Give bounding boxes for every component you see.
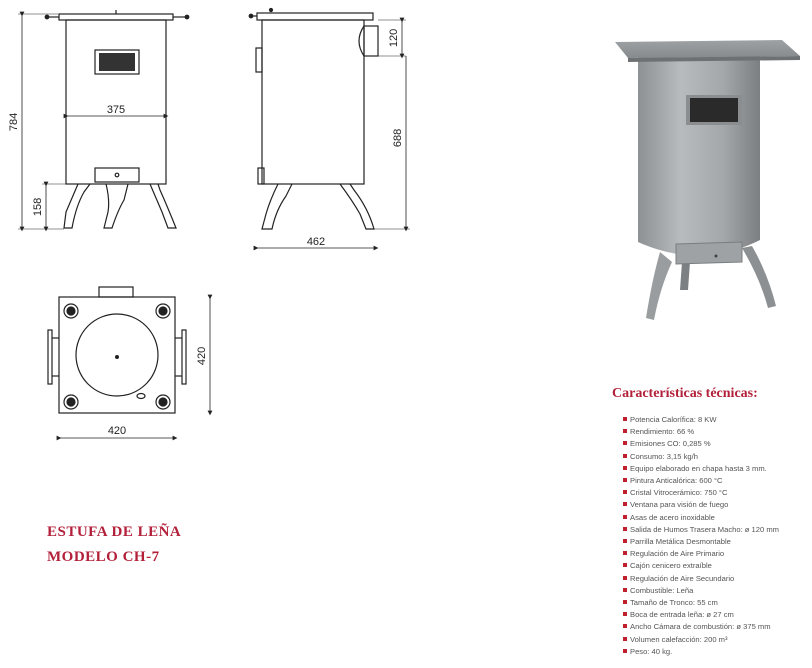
product-model: MODELO CH-7 — [47, 549, 160, 565]
front-view — [18, 10, 189, 229]
spec-item: Regulación de Aire Secundario — [623, 573, 812, 585]
spec-item: Consumo: 3,15 kg/h — [623, 451, 812, 463]
dim-body-width: 375 — [106, 104, 126, 116]
dim-leg-height: 158 — [32, 197, 44, 217]
product-title-line1: ESTUFA DE LEÑA — [47, 524, 182, 540]
spec-item: Volumen calefacción: 200 m³ — [623, 634, 812, 646]
dim-height-total: 784 — [8, 112, 20, 132]
spec-item: Rendimiento: 66 % — [623, 426, 812, 438]
specs-heading: Características técnicas: — [612, 386, 758, 401]
spec-item: Peso: 40 kg. — [623, 646, 812, 658]
dim-top-depth: 420 — [196, 346, 208, 366]
spec-item: Cristal Vitrocerámico: 750 °C — [623, 487, 812, 499]
spec-item: Asas de acero inoxidable — [623, 512, 812, 524]
technical-specs — [612, 386, 812, 658]
top-view — [48, 287, 210, 438]
spec-item: Emisiones CO: 0,285 % — [623, 438, 812, 450]
dim-depth: 462 — [306, 236, 326, 248]
side-view — [249, 9, 410, 249]
specs-list — [612, 414, 812, 658]
dim-body-height: 688 — [392, 128, 404, 148]
spec-item: Combustible: Leña — [623, 585, 812, 597]
stove-product-image — [615, 40, 800, 320]
dim-top-width: 420 — [107, 425, 127, 437]
spec-item: Equipo elaborado en chapa hasta 3 mm. — [623, 463, 812, 475]
spec-item: Salida de Humos Trasera Macho: ø 120 mm — [623, 524, 812, 536]
spec-item: Pintura Anticalórica: 600 °C — [623, 475, 812, 487]
spec-item: Ancho Cámara de combustión: ø 375 mm — [623, 621, 812, 633]
spec-item: Regulación de Aire Primario — [623, 548, 812, 560]
spec-item: Boca de entrada leña: ø 27 cm — [623, 609, 812, 621]
spec-item: Potencia Calorífica: 8 KW — [623, 414, 812, 426]
spec-item: Ventana para visión de fuego — [623, 499, 812, 511]
spec-item: Parrilla Metálica Desmontable — [623, 536, 812, 548]
product-title — [47, 520, 181, 570]
dim-flue-height: 120 — [388, 28, 400, 48]
spec-item: Cajón cenicero extraíble — [623, 560, 812, 572]
spec-item: Tamaño de Tronco: 55 cm — [623, 597, 812, 609]
